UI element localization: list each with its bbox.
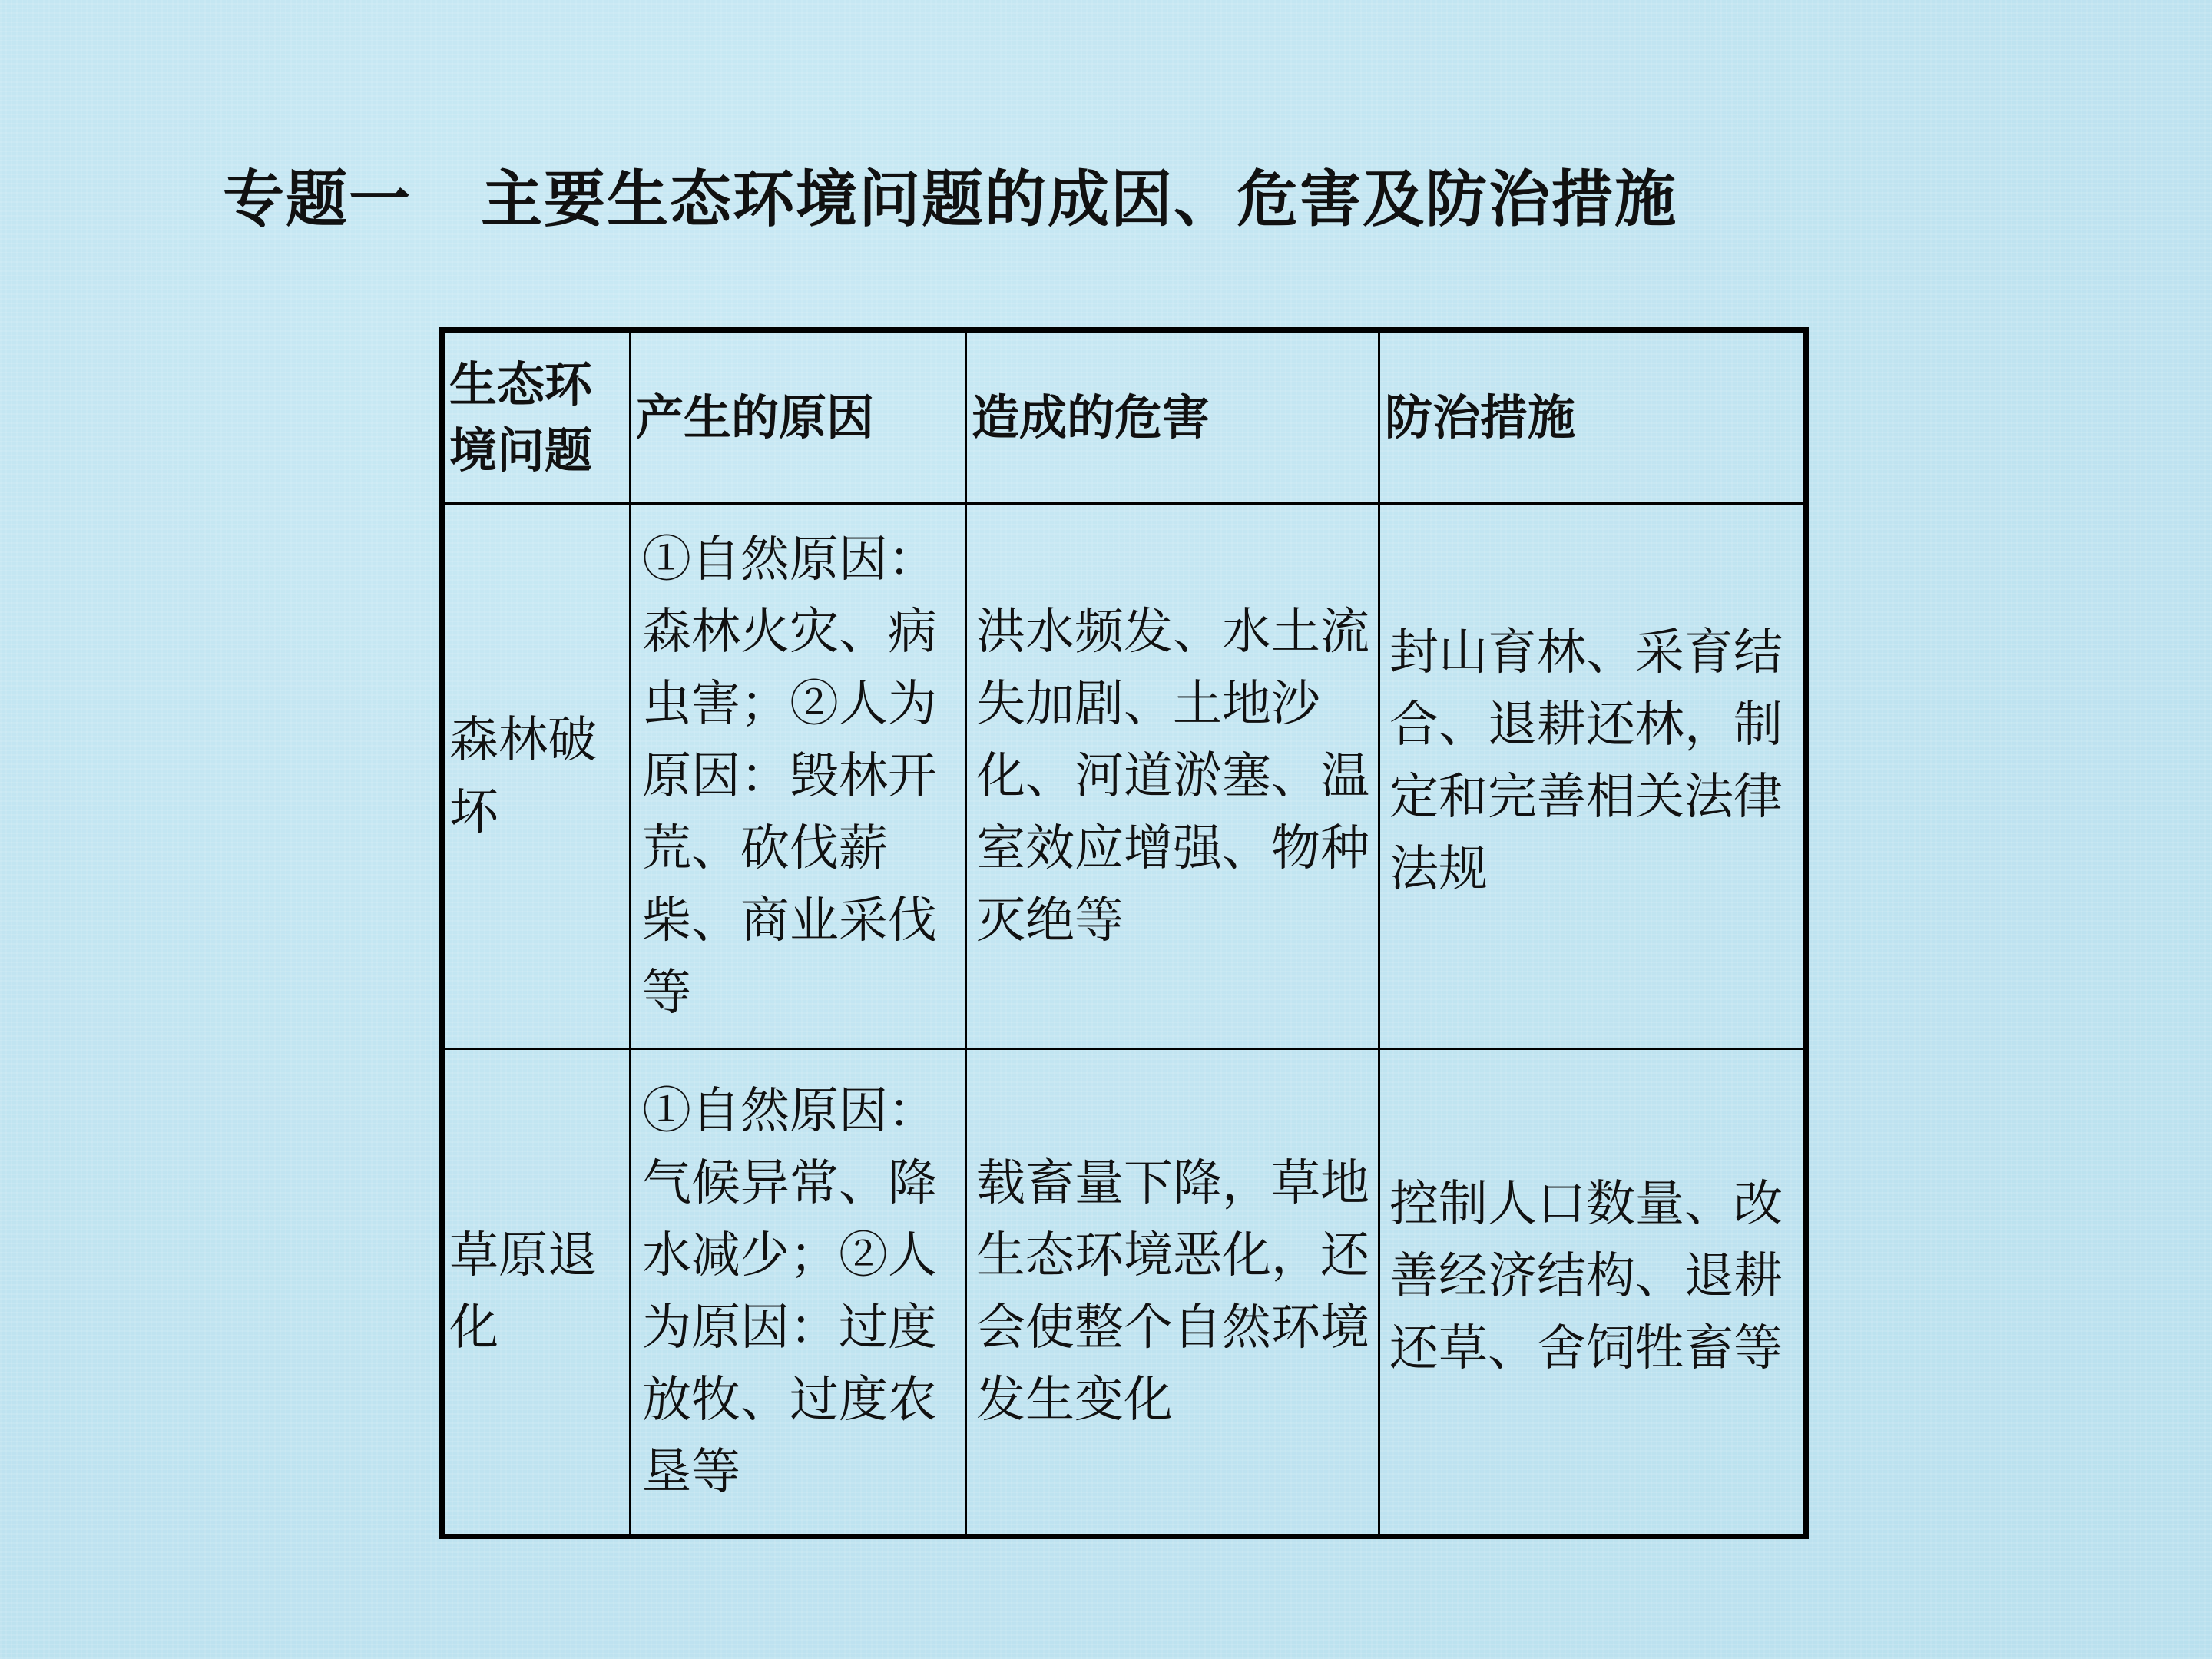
problem-text: 森林破坏 bbox=[449, 711, 597, 841]
measures-cell bbox=[1379, 504, 1806, 1049]
header-harm-label: 造成的危害 bbox=[972, 389, 1210, 445]
header-problem bbox=[442, 330, 631, 504]
cause-text: ①自然原因：气候异常、降水减少；②人为原因：过度放牧、过度农垦等 bbox=[642, 1083, 937, 1501]
header-measures-label: 防治措施 bbox=[1385, 389, 1576, 445]
measures-cell bbox=[1379, 1049, 1806, 1537]
harm-text: 洪水频发、水土流失加剧、土地沙化、河道淤塞、温室效应增强、物种灭绝等 bbox=[976, 603, 1369, 949]
title-label: 专题一 bbox=[223, 164, 412, 235]
harm-cell bbox=[966, 504, 1379, 1049]
harm-cell bbox=[966, 1049, 1379, 1537]
cause-cell bbox=[631, 504, 966, 1049]
harm-text: 载畜量下降，草地生态环境恶化，还会使整个自然环境发生变化 bbox=[976, 1155, 1369, 1429]
table-row bbox=[442, 504, 1806, 1049]
measures-text: 封山育林、采育结合、退耕还林，制定和完善相关法律法规 bbox=[1389, 624, 1783, 898]
cause-text: ①自然原因：森林火灾、病虫害；②人为原因：毁林开荒、砍伐薪柴、商业采伐等 bbox=[642, 531, 937, 1022]
header-measures bbox=[1379, 330, 1806, 504]
problem-text: 草原退化 bbox=[449, 1227, 597, 1356]
table-header-row bbox=[442, 330, 1806, 504]
header-problem-label: 生态环境问题 bbox=[449, 356, 593, 478]
title-text: 主要生态环境问题的成因、危害及防治措施 bbox=[481, 164, 1677, 235]
header-cause bbox=[631, 330, 966, 504]
table-row bbox=[442, 1049, 1806, 1537]
header-cause-label: 产生的原因 bbox=[636, 389, 875, 445]
measures-text: 控制人口数量、改善经济结构、退耕还草、舍饲牲畜等 bbox=[1389, 1176, 1783, 1377]
problem-cell bbox=[442, 1049, 631, 1537]
slide-title bbox=[223, 154, 1677, 246]
header-harm bbox=[966, 330, 1379, 504]
cause-cell bbox=[631, 1049, 966, 1537]
ecology-problems-table bbox=[439, 327, 1809, 1539]
problem-cell bbox=[442, 504, 631, 1049]
